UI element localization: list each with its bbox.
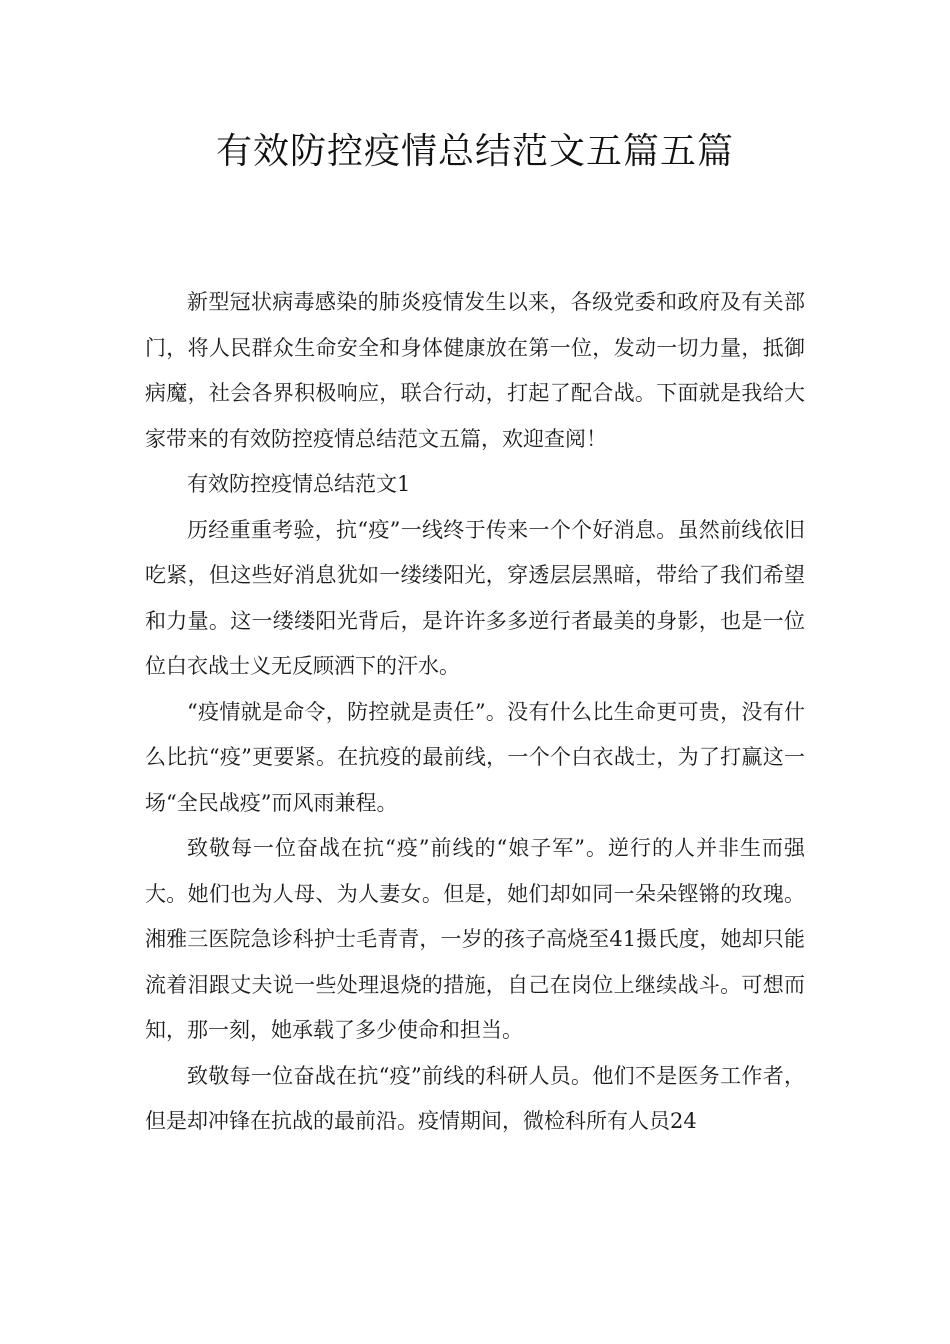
body-paragraph: 致敬每一位奋战在抗“疫”前线的科研人员。他们不是医务工作者，但是却冲锋在抗战的最前沿。疫情期间，微检科所有人员24: [145, 1063, 805, 1133]
section-heading: 有效防控疫情总结范文1: [187, 472, 411, 496]
body-paragraph: “疫情就是命令，防控就是责任”。没有什么比生命更可贵，没有什么比抗“疫”更要紧。在抗疫的最前线，一个个白衣战士，为了打赢这一场“全民战疫”而风雨兼程。: [145, 699, 805, 815]
intro-paragraph: 新型冠状病毒感染的肺炎疫情发生以来，各级党委和政府及有关部门，将人民群众生命安全和身体健康放在第一位，发动一切力量，抵御病魔，社会各界积极响应，联合行动，打起了配合战。下面就是我给大家带来的有效防控疫情总结范文五篇，欢迎查阅！: [145, 290, 805, 451]
document-body: [145, 280, 805, 1145]
body-paragraph: 历经重重考验，抗“疫”一线终于传来一个个好消息。虽然前线依旧吃紧，但这些好消息犹如一缕缕阳光，穿透层层黑暗，带给了我们希望和力量。这一缕缕阳光背后，是许许多多逆行者最美的身影，也是一位位白衣战士义无反顾洒下的汗水。: [145, 517, 805, 678]
body-paragraph: 致敬每一位奋战在抗“疫”前线的“娘子军”。逆行的人并非生而强大。她们也为人母、为人妻女。但是，她们却如同一朵朵铿锵的玫瑰。湘雅三医院急诊科护士毛青青，一岁的孩子高烧至41摄氏度，她却只能流着泪跟丈夫说一些处理退烧的措施，自己在岗位上继续战斗。可想而知，那一刻，她承载了多少使命和担当。: [145, 836, 805, 1042]
document-title: 有效防控疫情总结范文五篇五篇: [215, 131, 734, 172]
